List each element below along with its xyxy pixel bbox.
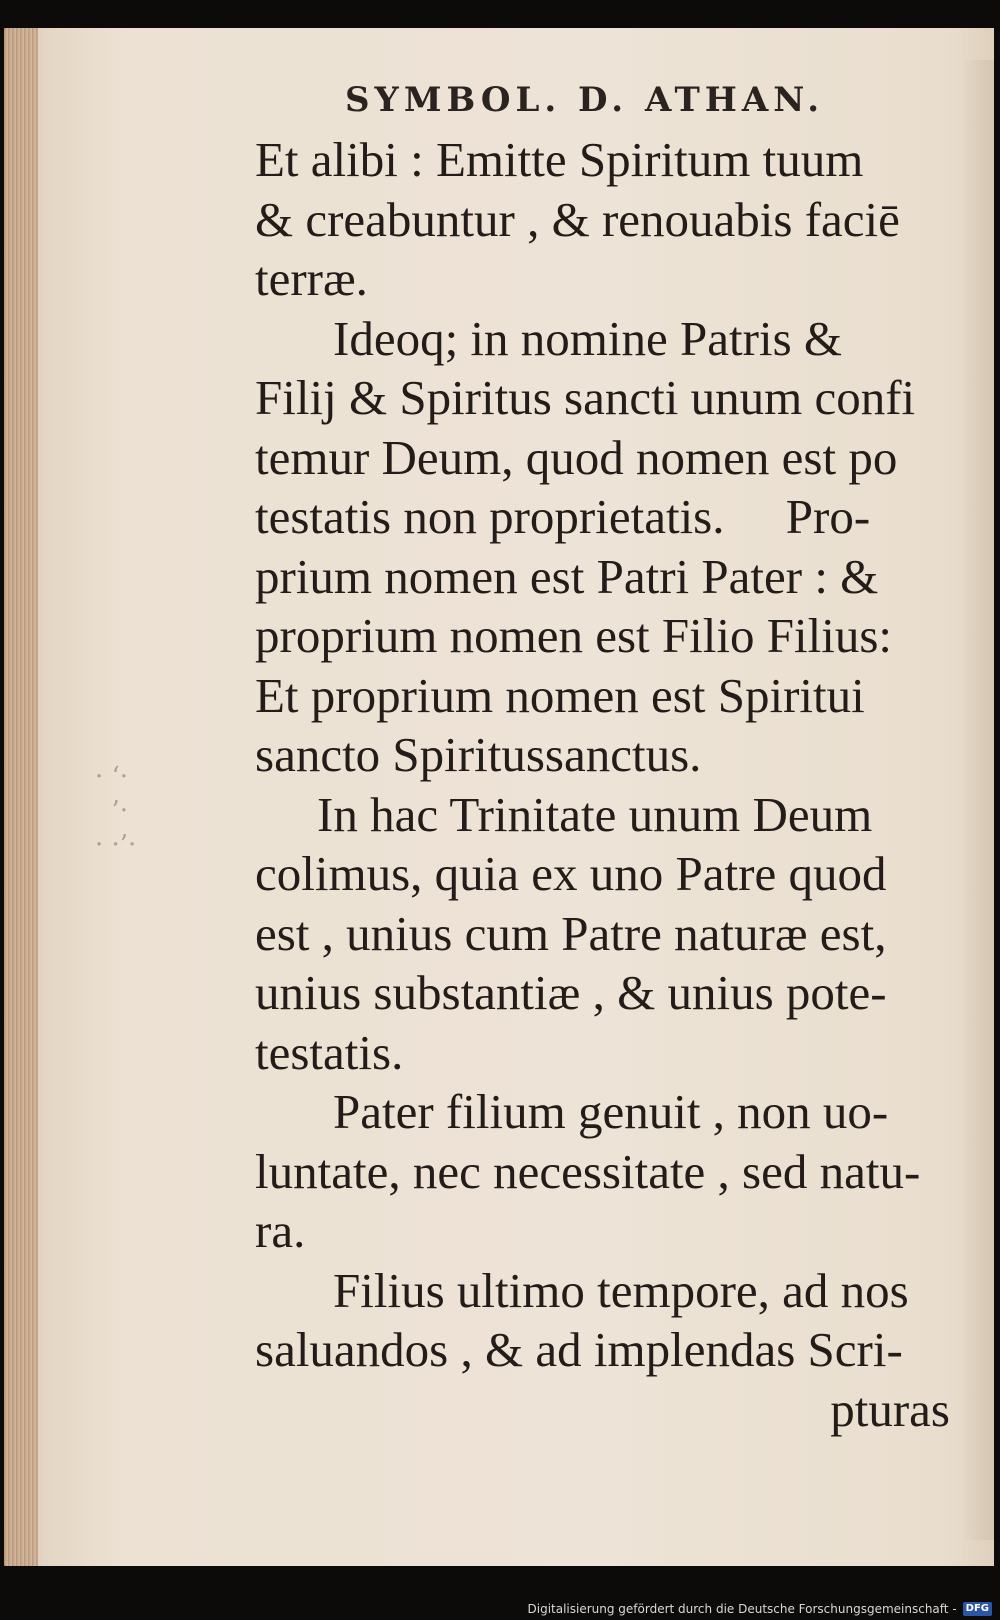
footer-text: Digitalisierung gefördert durch die Deutsche Forschungsgemeinschaft - — [527, 1602, 957, 1616]
text-line: terræ. — [255, 251, 368, 306]
text-line: luntate, nec necessitate , sed natu- — [255, 1143, 921, 1199]
text-line: Pater filium genuit , non uo- — [333, 1084, 889, 1139]
page-edge — [4, 28, 38, 1566]
text-line: testatis non proprietatis. Pro- — [255, 489, 871, 544]
text-line: sancto Spiritussanctus. — [255, 727, 702, 782]
text-line: unius substantiæ , & unius pote- — [255, 965, 887, 1020]
text-line: testatis. — [255, 1024, 404, 1080]
text-line: Filius ultimo tempore, ad nos — [333, 1262, 909, 1318]
body-text — [255, 130, 960, 1439]
text-line: est , unius cum Patre naturæ est, — [255, 905, 887, 961]
text-line: temur Deum, quod nomen est po — [255, 429, 898, 485]
text-line: saluandos , & ad implendas Scri- — [255, 1322, 903, 1377]
text-line: prium nomen est Patri Pater : & — [255, 548, 879, 604]
running-header: SYMBOL. D. ATHAN. — [345, 80, 825, 120]
text-line: Et proprium nomen est Spiritui — [255, 667, 865, 723]
text-line: ra. — [255, 1203, 306, 1258]
margin-marks: · ‘· ’· · ·’· — [95, 762, 137, 860]
digitization-footer — [528, 1602, 993, 1616]
text-line: colimus, quia ex uno Patre quod — [255, 846, 887, 901]
bleed-through — [960, 60, 994, 1540]
dfg-logo: DFG — [963, 1602, 992, 1616]
text-line: Filij & Spiritus sancti unum confi — [255, 370, 916, 425]
text-line: proprium nomen est Filio Filius: — [255, 608, 893, 663]
text-line: Ideoq; in nomine Patris & — [333, 310, 842, 366]
catchword: pturas — [830, 1381, 950, 1437]
text-line: Et alibi : Emitte Spiritum tuum — [255, 132, 864, 187]
text-line: & creabuntur , & renouabis faciē — [255, 191, 900, 247]
text-line: In hac Trinitate unum Deum — [317, 786, 873, 842]
